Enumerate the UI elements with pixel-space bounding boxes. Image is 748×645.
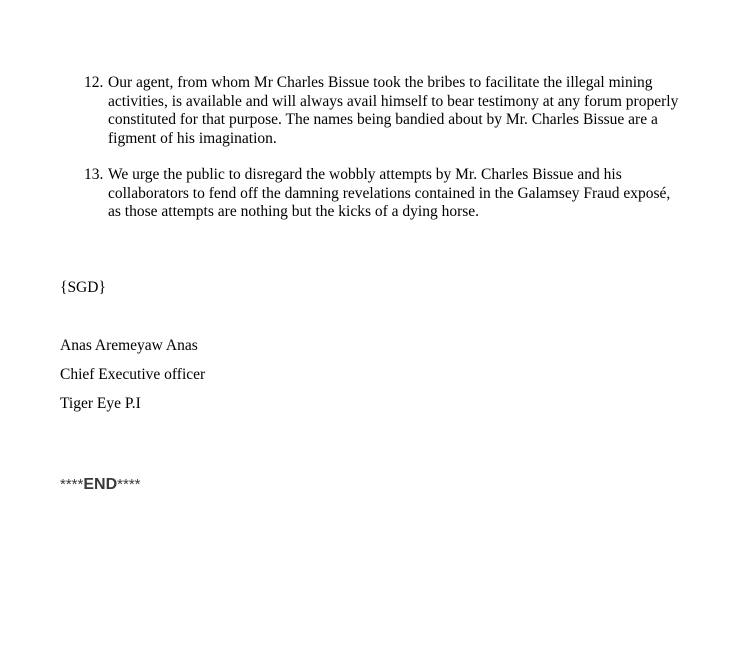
list-item [84, 74, 684, 148]
list-item-text: We urge the public to disregard the wobbly attempts by Mr. Charles Bissue and his collaborators to fend off the damning revelations contained in the Galamsey Fraud exposé, as those attempts are nothing but the kicks of a dying horse. [108, 166, 671, 220]
numbered-list [84, 74, 684, 240]
list-item-text: Our agent, from whom Mr Charles Bissue took the bribes to facilitate the illegal mining activities, is available and will always avail himself to bear testimony at any forum properly constituted for that purpose. The names being bandied about by Mr. Charles Bissue are a figment of his imagination. [108, 74, 679, 147]
end-marker [60, 476, 141, 494]
end-word: END [83, 476, 118, 493]
list-item-number: 13. [84, 166, 104, 183]
list-item [84, 166, 684, 222]
signed-marker: {SGD} [60, 279, 106, 296]
list-item-number: 12. [84, 74, 104, 91]
signatory-title: Chief Executive officer [60, 366, 206, 383]
signatory-name: Anas Aremeyaw Anas [60, 337, 198, 354]
signatory-organization: Tiger Eye P.I [60, 395, 141, 412]
end-suffix: **** [117, 476, 141, 493]
end-prefix: **** [60, 476, 84, 493]
